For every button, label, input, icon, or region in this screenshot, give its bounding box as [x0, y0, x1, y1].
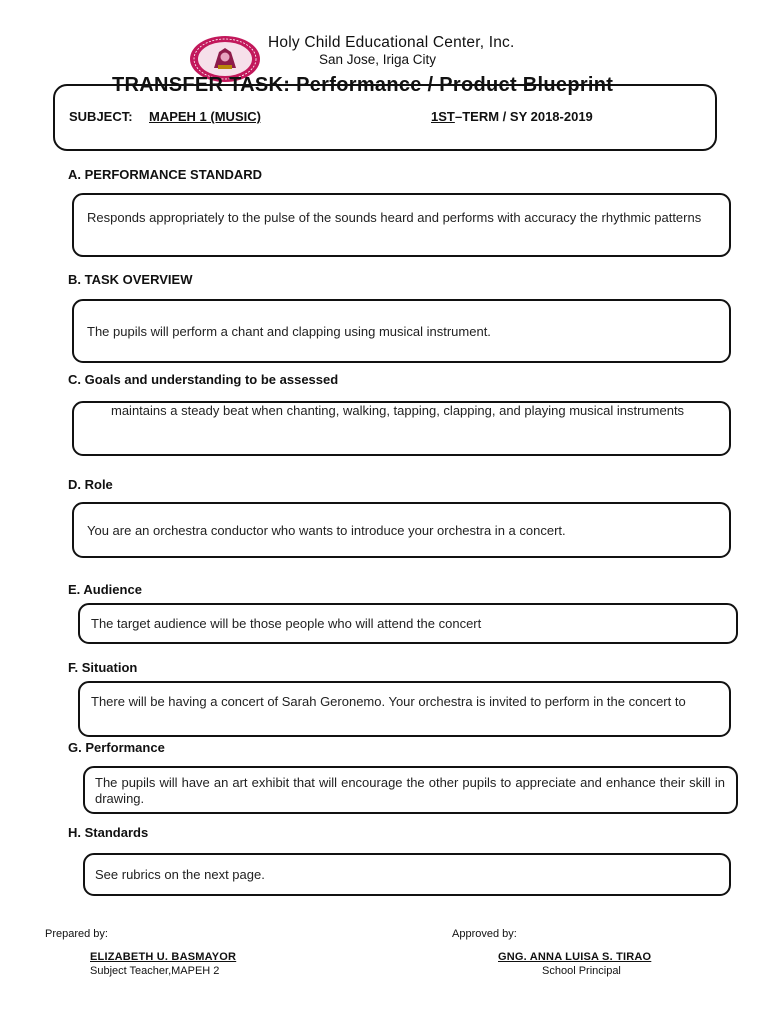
prepared-by-role: Subject Teacher,MAPEH 2: [90, 965, 220, 977]
section-h-content: See rubrics on the next page.: [95, 867, 265, 882]
section-a-content: Responds appropriately to the pulse of the sounds heard and performs with accuracy the rhythmic patterns: [87, 210, 702, 225]
section-e-heading: E. Audience: [68, 582, 142, 597]
section-g-content: The pupils will have an art exhibit that will encourage the other pupils to appreciate and enhance their skill in drawing.: [95, 775, 725, 806]
approved-by-label: Approved by:: [452, 928, 517, 940]
section-g-box: [83, 766, 738, 814]
section-e-content: The target audience will be those people who will attend the concert: [91, 616, 482, 631]
prepared-by-label: Prepared by:: [45, 928, 108, 940]
section-g-heading: G. Performance: [68, 740, 165, 755]
section-d-heading: D. Role: [68, 477, 113, 492]
section-f-box: [78, 681, 731, 737]
page-title: TRANSFER TASK: Performance / Product Blueprint: [112, 74, 614, 96]
prepared-by-name: ELIZABETH U. BASMAYOR: [90, 951, 237, 963]
approved-by-name: GNG. ANNA LUISA S. TIRAO: [498, 951, 652, 963]
section-d-box: [72, 502, 731, 558]
section-f-content: There will be having a concert of Sarah Geronemo. Your orchestra is invited to perform in the concert to: [91, 694, 686, 709]
section-c-box: [72, 401, 731, 456]
approved-by-role: School Principal: [542, 965, 621, 977]
section-a-heading: A. PERFORMANCE STANDARD: [68, 167, 263, 182]
section-e-box: [78, 603, 738, 644]
school-name: Holy Child Educational Center, Inc.: [268, 34, 515, 51]
school-address: San Jose, Iriga City: [319, 52, 437, 67]
section-c-heading: C. Goals and understanding to be assessed: [68, 372, 339, 387]
section-b-box: [72, 299, 731, 363]
section-a-box: [72, 193, 731, 257]
term-school-year: –TERM / SY 2018-2019: [455, 109, 593, 124]
subject-value: MAPEH 1 (MUSIC): [149, 109, 261, 124]
section-h-box: [83, 853, 731, 896]
term-prefix: 1ST: [431, 109, 455, 124]
section-d-content: You are an orchestra conductor who wants to introduce your orchestra in a concert.: [87, 523, 566, 538]
section-f-heading: F. Situation: [68, 660, 138, 675]
section-h-heading: H. Standards: [68, 825, 149, 840]
section-b-heading: B. TASK OVERVIEW: [68, 272, 193, 287]
section-c-content: maintains a steady beat when chanting, walking, tapping, clapping, and playing musical instruments: [111, 403, 685, 418]
subject-label: SUBJECT:: [69, 109, 133, 124]
section-b-content: The pupils will perform a chant and clapping using musical instrument.: [87, 324, 491, 339]
